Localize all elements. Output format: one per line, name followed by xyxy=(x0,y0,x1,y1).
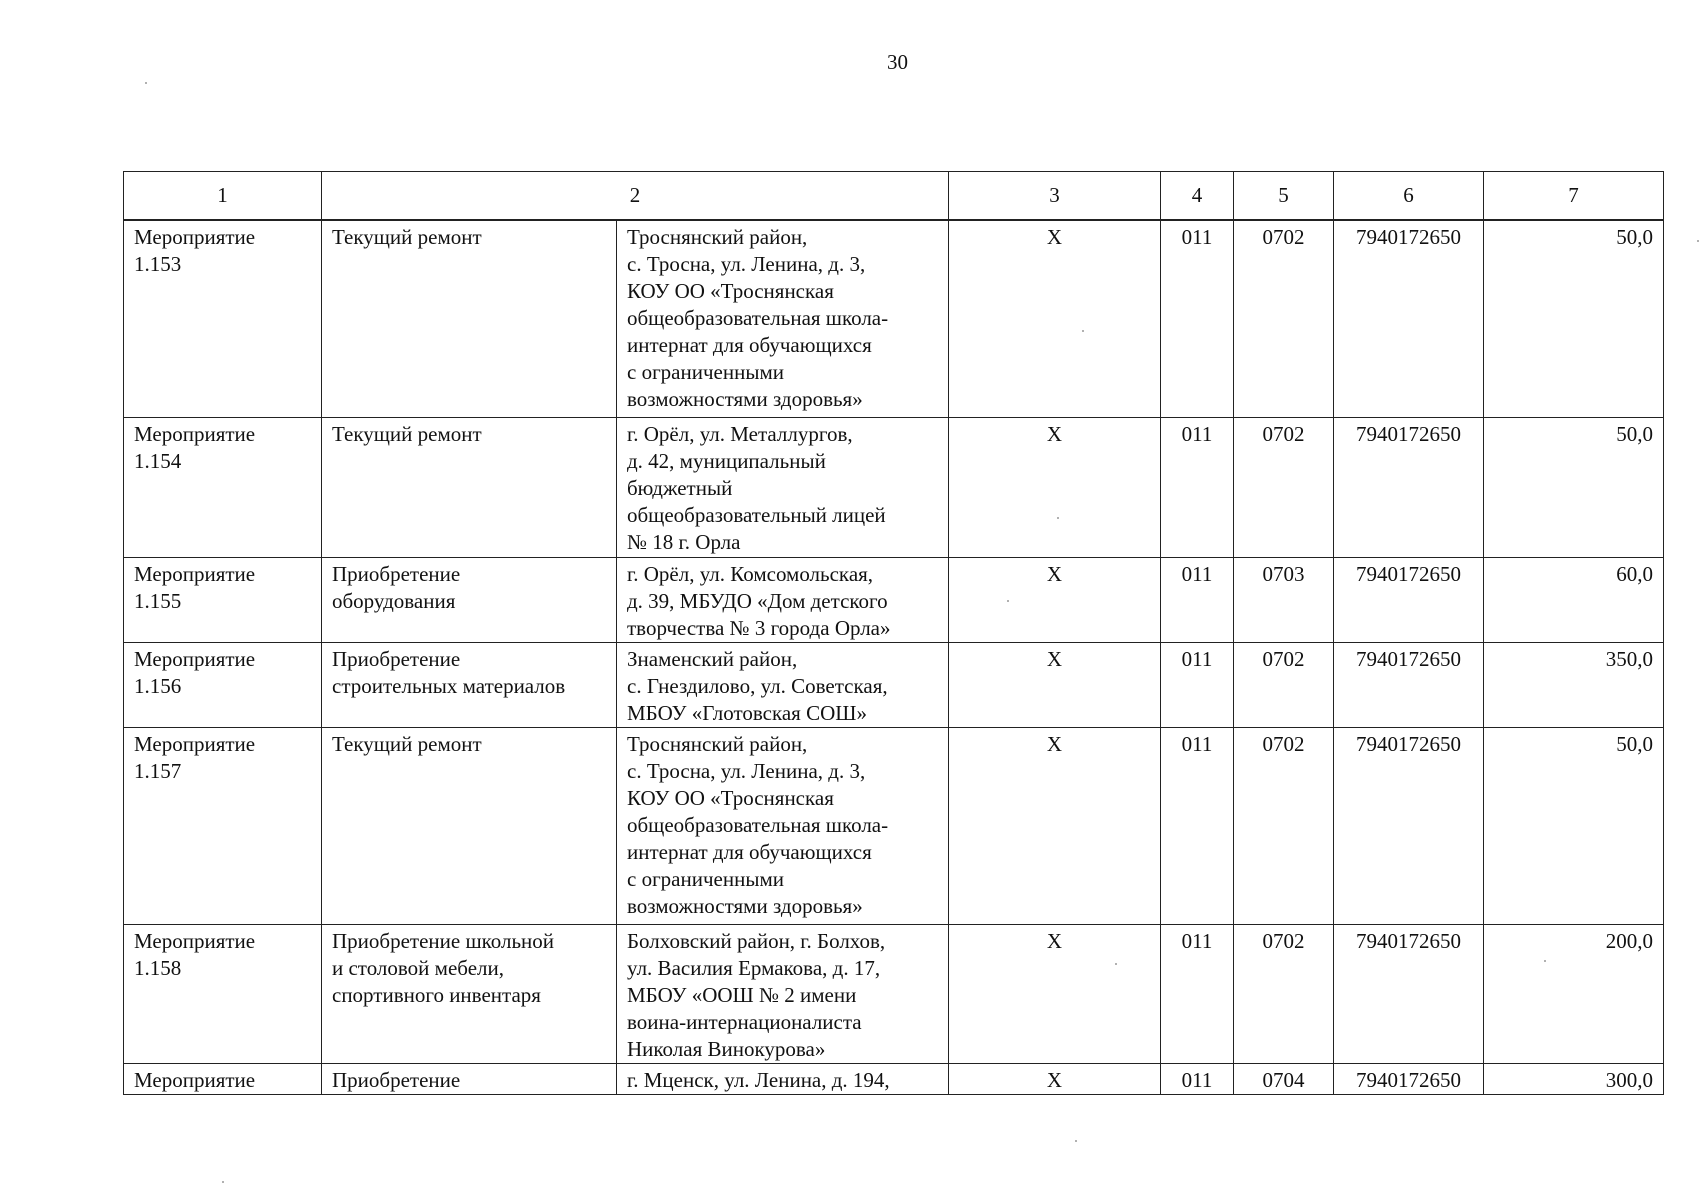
col3-cell: Х xyxy=(949,728,1161,925)
event-id-cell: Мероприятие 1.155 xyxy=(124,558,322,643)
event-id-cell: Мероприятие 1.153 xyxy=(124,220,322,418)
action-cell: Приобретение оборудования xyxy=(322,558,617,643)
col3-cell: Х xyxy=(949,418,1161,558)
col7-cell: 50,0 xyxy=(1484,220,1664,418)
scan-speck xyxy=(1007,600,1009,602)
col5-cell: 0702 xyxy=(1234,643,1334,728)
scan-speck xyxy=(145,82,147,84)
header-cell-7: 7 xyxy=(1484,172,1664,221)
col5-cell: 0704 xyxy=(1234,1064,1334,1095)
action-cell: Приобретение xyxy=(322,1064,617,1095)
col7-cell: 60,0 xyxy=(1484,558,1664,643)
address-cell: Знаменский район, с. Гнездилово, ул. Советская, МБОУ «Глотовская СОШ» xyxy=(617,643,949,728)
col7-cell: 50,0 xyxy=(1484,728,1664,925)
scan-speck xyxy=(1697,240,1699,242)
col3-cell: Х xyxy=(949,925,1161,1064)
col4-cell: 011 xyxy=(1161,1064,1234,1095)
col7-cell: 50,0 xyxy=(1484,418,1664,558)
col3-cell: Х xyxy=(949,220,1161,418)
scan-speck xyxy=(1082,330,1084,332)
page-number: 30 xyxy=(887,50,908,74)
col4-cell: 011 xyxy=(1161,728,1234,925)
table-row xyxy=(124,925,1664,1064)
action-cell: Приобретение строительных материалов xyxy=(322,643,617,728)
action-cell: Текущий ремонт xyxy=(322,418,617,558)
scan-speck xyxy=(222,1181,224,1183)
col3-cell: Х xyxy=(949,1064,1161,1095)
col6-cell: 7940172650 xyxy=(1334,925,1484,1064)
table-row xyxy=(124,418,1664,558)
scan-speck xyxy=(1057,517,1059,519)
action-cell: Текущий ремонт xyxy=(322,220,617,418)
column-number-header-row xyxy=(124,172,1664,221)
col5-cell: 0702 xyxy=(1234,418,1334,558)
address-cell: Троснянский район, с. Тросна, ул. Ленина, д. 3, КОУ ОО «Троснянская общеобразовательная школа- интернат для обучающихся с ограниченными возможностями здоровья» xyxy=(617,728,949,925)
scan-speck xyxy=(1075,1140,1077,1142)
address-cell: г. Орёл, ул. Металлургов, д. 42, муниципальный бюджетный общеобразовательный лицей № 18 г. Орла xyxy=(617,418,949,558)
scan-speck xyxy=(1544,960,1546,962)
table-row xyxy=(124,1064,1664,1095)
table-row xyxy=(124,558,1664,643)
col7-cell: 200,0 xyxy=(1484,925,1664,1064)
event-id-cell: Мероприятие xyxy=(124,1064,322,1095)
event-id-cell: Мероприятие 1.156 xyxy=(124,643,322,728)
col3-cell: Х xyxy=(949,643,1161,728)
action-cell: Приобретение школьной и столовой мебели, спортивного инвентаря xyxy=(322,925,617,1064)
col4-cell: 011 xyxy=(1161,643,1234,728)
col6-cell: 7940172650 xyxy=(1334,1064,1484,1095)
budget-table xyxy=(123,171,1664,1095)
col5-cell: 0702 xyxy=(1234,925,1334,1064)
col5-cell: 0702 xyxy=(1234,220,1334,418)
col5-cell: 0702 xyxy=(1234,728,1334,925)
col6-cell: 7940172650 xyxy=(1334,220,1484,418)
col6-cell: 7940172650 xyxy=(1334,558,1484,643)
header-cell-5: 5 xyxy=(1234,172,1334,221)
header-cell-2: 2 xyxy=(322,172,949,221)
event-id-cell: Мероприятие 1.154 xyxy=(124,418,322,558)
scan-speck xyxy=(1115,963,1117,965)
col7-cell: 350,0 xyxy=(1484,643,1664,728)
col6-cell: 7940172650 xyxy=(1334,728,1484,925)
table-row xyxy=(124,643,1664,728)
header-cell-4: 4 xyxy=(1161,172,1234,221)
address-cell: Болховский район, г. Болхов, ул. Василия Ермакова, д. 17, МБОУ «ООШ № 2 имени воина-интернационалиста Николая Винокурова» xyxy=(617,925,949,1064)
col6-cell: 7940172650 xyxy=(1334,643,1484,728)
col4-cell: 011 xyxy=(1161,220,1234,418)
col4-cell: 011 xyxy=(1161,558,1234,643)
event-id-cell: Мероприятие 1.158 xyxy=(124,925,322,1064)
address-cell: Троснянский район, с. Тросна, ул. Ленина, д. 3, КОУ ОО «Троснянская общеобразовательная школа- интернат для обучающихся с ограниченными возможностями здоровья» xyxy=(617,220,949,418)
header-cell-6: 6 xyxy=(1334,172,1484,221)
table-row xyxy=(124,728,1664,925)
header-cell-1: 1 xyxy=(124,172,322,221)
col7-cell: 300,0 xyxy=(1484,1064,1664,1095)
event-id-cell: Мероприятие 1.157 xyxy=(124,728,322,925)
address-cell: г. Мценск, ул. Ленина, д. 194, xyxy=(617,1064,949,1095)
col4-cell: 011 xyxy=(1161,925,1234,1064)
address-cell: г. Орёл, ул. Комсомольская, д. 39, МБУДО «Дом детского творчества № 3 города Орла» xyxy=(617,558,949,643)
col6-cell: 7940172650 xyxy=(1334,418,1484,558)
col3-cell: Х xyxy=(949,558,1161,643)
action-cell: Текущий ремонт xyxy=(322,728,617,925)
table-row xyxy=(124,220,1664,418)
header-cell-3: 3 xyxy=(949,172,1161,221)
col4-cell: 011 xyxy=(1161,418,1234,558)
col5-cell: 0703 xyxy=(1234,558,1334,643)
